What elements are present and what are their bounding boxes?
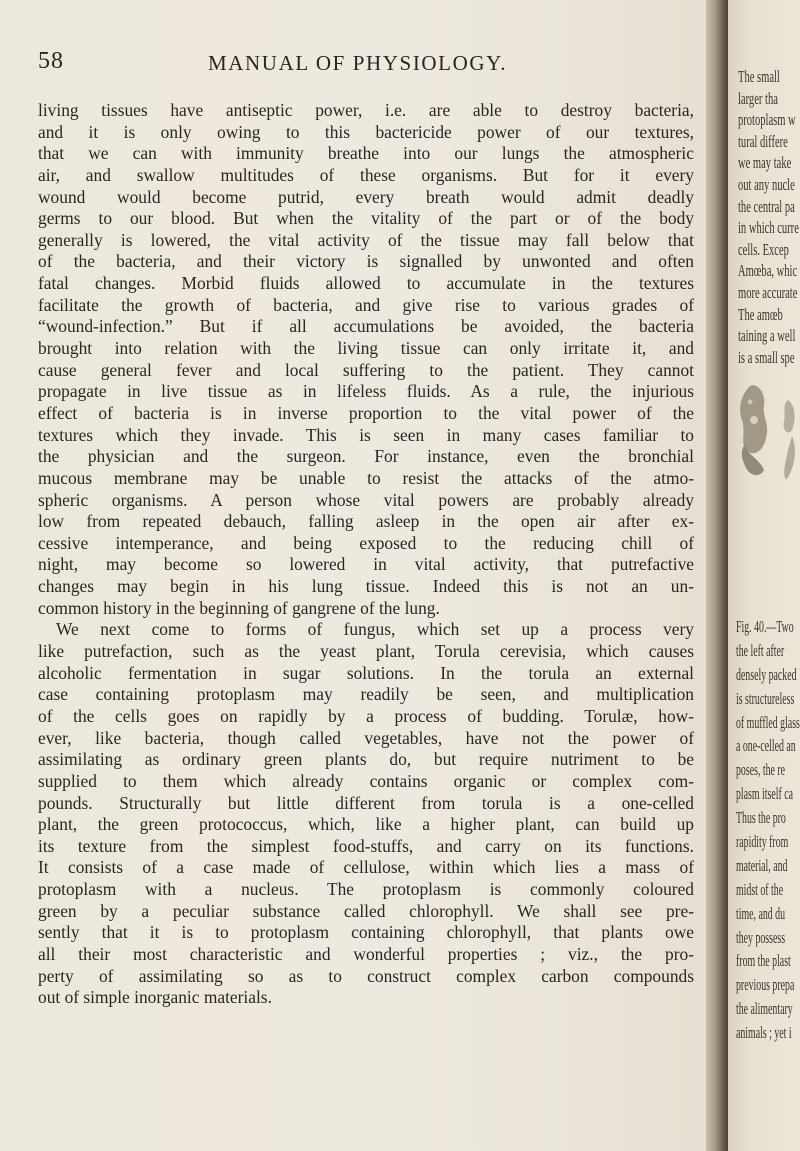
text-line: all their most characteristic and wonderful properties ; viz., the pro- <box>38 943 694 964</box>
text-line: alcoholic fermentation in sugar solutions. In the torula an external <box>38 662 694 683</box>
adjacent-line: cells. Excep <box>738 239 789 259</box>
adjacent-line: Thus the pro <box>736 808 786 828</box>
adjacent-line: tural differe <box>738 131 788 151</box>
adjacent-line: taining a well <box>738 326 796 346</box>
adjacent-line: time, and du <box>736 903 786 923</box>
body-text <box>38 100 694 1009</box>
adjacent-line: previous prepa <box>736 975 795 995</box>
text-line: ever, like bacteria, though called vegetables, have not the power of <box>38 727 694 748</box>
text-line: germs to our blood. But when the vitality of the part or of the body <box>38 208 694 229</box>
adjacent-line: is a small spe <box>738 347 795 367</box>
text-line: protoplasm with a nucleus. The protoplasm is commonly coloured <box>38 879 694 900</box>
text-line: of the bacteria, and their victory is signalled by unwonted and often <box>38 251 694 272</box>
text-line: like putrefaction, such as the yeast plant, Torula cerevisia, which causes <box>38 641 694 662</box>
text-line: the physician and the surgeon. For instance, even the bronchial <box>38 446 694 467</box>
text-line: plant, the green protococcus, which, like a higher plant, can build up <box>38 814 694 835</box>
text-line: cessive intemperance, and being exposed to the reducing chill of <box>38 532 694 553</box>
text-line: spheric organisms. A person whose vital powers are probably already <box>38 489 694 510</box>
adjacent-line: densely packed <box>736 664 797 684</box>
adjacent-line: Fig. 40.—Two <box>736 617 794 636</box>
text-line: wound would become putrid, every breath would admit deadly <box>38 186 694 207</box>
text-line: night, may become so lowered in vital activity, that putrefactive <box>38 554 694 575</box>
adjacent-line: out any nucle <box>738 174 795 194</box>
text-line: and it is only owing to this bactericide power of our textures, <box>38 121 694 142</box>
text-line: pounds. Structurally but little different from torula is a one-celled <box>38 792 694 813</box>
text-line: common history in the beginning of gangrene of the lung. <box>38 597 440 618</box>
adjacent-line: midst of the <box>736 879 784 899</box>
adjacent-page-text-top <box>738 66 799 368</box>
adjacent-line: of muffled glass <box>736 712 800 732</box>
adjacent-line: in which curre <box>738 218 799 238</box>
adjacent-line: protoplasm w <box>738 110 796 130</box>
amoeba-figure <box>736 380 800 500</box>
text-line: sently that it is to protoplasm containing chlorophyll, that plants owe <box>38 922 694 943</box>
text-line: “wound-infection.” But if all accumulations be avoided, the bacteria <box>38 316 694 337</box>
text-line: out of simple inorganic materials. <box>38 987 272 1008</box>
adjacent-line: The small <box>738 67 780 86</box>
text-line: living tissues have antiseptic power, i.e. are able to destroy bacteria, <box>38 100 694 120</box>
adjacent-line: they possess <box>736 927 786 947</box>
text-line: propagate in live tissue as in lifeless fluids. As a rule, the injurious <box>38 381 694 402</box>
text-line: It consists of a case made of cellulose, within which lies a mass of <box>38 857 694 878</box>
adjacent-line: a one-celled an <box>736 736 796 756</box>
adjacent-line: poses, the re <box>736 760 786 780</box>
text-line: brought into relation with the living tissue can only irritate it, and <box>38 338 694 359</box>
text-line: that we can with immunity breathe into our lungs the atmospheric <box>38 143 694 164</box>
text-line: fatal changes. Morbid fluids allowed to accumulate in the textures <box>38 273 694 294</box>
adjacent-page <box>728 0 800 1151</box>
book-gutter <box>706 0 728 1151</box>
text-line: effect of bacteria is in inverse proportion to the vital power of the <box>38 402 694 423</box>
text-line: supplied to them which already contains organic or complex com- <box>38 770 694 791</box>
adjacent-line: rapidity from <box>736 832 789 852</box>
text-line: We next come to forms of fungus, which set up a process very <box>56 619 694 640</box>
text-line: mucous membrane may be unable to resist the attacks of the atmo- <box>38 467 694 488</box>
text-line: changes may begin in his lung tissue. Indeed this is not an un- <box>38 576 694 597</box>
adjacent-line: Amœba, whic <box>738 261 798 281</box>
text-line: cause general fever and local suffering to the patient. They cannot <box>38 359 694 380</box>
text-line: low from repeated debauch, falling asleep in the open air after ex- <box>38 511 694 532</box>
adjacent-line: from the plast <box>736 951 791 971</box>
adjacent-line: is structureless <box>736 688 795 708</box>
adjacent-line: the left after <box>736 640 785 660</box>
adjacent-line: plasm itself ca <box>736 784 793 804</box>
page-header <box>38 48 698 82</box>
text-line: its texture from the simplest food-stuffs, and carry on its functions. <box>38 835 694 856</box>
running-title: MANUAL OF PHYSIOLOGY. <box>208 51 508 75</box>
text-line: facilitate the growth of bacteria, and give rise to various grades of <box>38 294 694 315</box>
adjacent-line: we may take <box>738 153 792 173</box>
adjacent-line: animals ; yet i <box>736 1023 792 1043</box>
adjacent-line: material, and <box>736 855 788 875</box>
text-line: green by a peculiar substance called chlorophyll. We shall see pre- <box>38 900 694 921</box>
text-line: textures which they invade. This is seen in many cases familiar to <box>38 424 694 445</box>
text-line: generally is lowered, the vital activity of the tissue may fall below that <box>38 229 694 250</box>
page-number: 58 <box>38 48 64 74</box>
adjacent-line: more accurate <box>738 282 798 302</box>
text-line: assimilating as ordinary green plants do, but require nutriment to be <box>38 749 694 770</box>
adjacent-line: the alimentary <box>736 999 793 1019</box>
text-line: perty of assimilating so as to construct complex carbon compounds <box>38 965 694 986</box>
text-line: air, and swallow multitudes of these organisms. But for it every <box>38 164 694 185</box>
adjacent-line: The amœb <box>738 304 783 324</box>
text-line: of the cells goes on rapidly by a process of budding. Torulæ, how- <box>38 705 694 726</box>
adjacent-line: the central pa <box>738 196 795 216</box>
adjacent-line: larger tha <box>738 88 778 108</box>
adjacent-page-text-bottom <box>736 615 800 1045</box>
text-line: case containing protoplasm may readily be seen, and multiplication <box>38 684 694 705</box>
